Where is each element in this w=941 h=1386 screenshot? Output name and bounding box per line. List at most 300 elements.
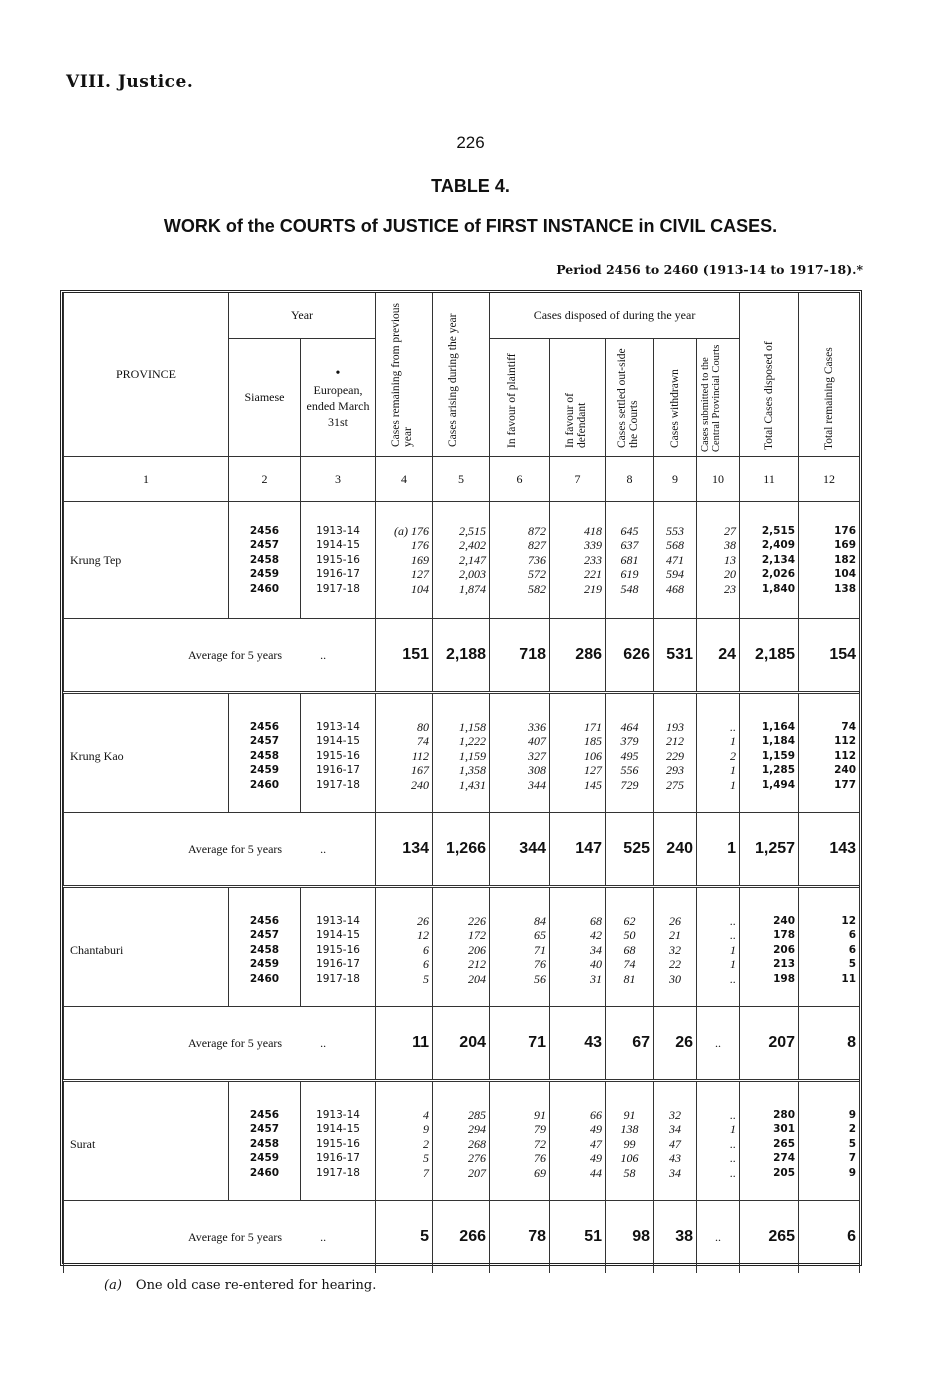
cell-total-disposed (740, 1088, 799, 1201)
value-siamese: 2459 (249, 764, 280, 777)
cell-siamese (229, 502, 301, 619)
value-arising: 172 (468, 928, 486, 943)
cell-settled (606, 894, 654, 1007)
value-settled: 138 (620, 1122, 639, 1137)
value-defendant: 44 (590, 1165, 602, 1180)
value-plaintiff: 71 (534, 942, 546, 957)
value-remaining-prev: 5 (423, 971, 429, 986)
cell-total-remaining (799, 894, 860, 1007)
value-european: 1914-15 (316, 735, 360, 748)
section-title: VIII. Justice. (66, 72, 194, 92)
value-european: 1917-18 (316, 1166, 360, 1179)
average-value: 51 (550, 1201, 606, 1274)
value-remaining-prev: 26 (417, 913, 429, 928)
value-plaintiff: 582 (528, 581, 546, 596)
value-siamese: 2458 (249, 749, 280, 762)
value-remaining-prev: 2 (423, 1136, 429, 1151)
value-settled: 379 (620, 734, 639, 749)
value-total-disposed: 2,134 (761, 553, 796, 566)
value-total-remaining: 11 (841, 972, 857, 985)
value-european: 1916-17 (316, 764, 360, 777)
value-settled: 681 (620, 552, 639, 567)
value-withdrawn: 594 (666, 567, 684, 582)
header-year: Year (229, 293, 376, 339)
value-remaining-prev: 112 (411, 748, 429, 763)
header-total-remaining: Total remaining Cases (799, 293, 860, 457)
value-defendant: 31 (590, 971, 602, 986)
value-siamese: 2456 (249, 914, 280, 927)
province-data-row (64, 894, 860, 1007)
value-european: 1913-14 (316, 1108, 360, 1121)
column-number-row: 1 2 3 4 5 6 7 8 9 10 11 12 (64, 457, 860, 502)
value-total-remaining: 2 (848, 1123, 857, 1136)
cell-plaintiff (490, 894, 550, 1007)
average-value: 525 (606, 813, 654, 887)
value-settled: 106 (620, 1151, 639, 1166)
value-siamese: 2459 (249, 1152, 280, 1165)
average-label: Average for 5 years .. (64, 813, 376, 887)
value-remaining-prev: (a) 176 (394, 523, 429, 538)
cell-total-disposed (740, 502, 799, 619)
value-plaintiff: 72 (534, 1136, 546, 1151)
value-submitted: 27 (724, 523, 737, 538)
value-remaining-prev: 4 (423, 1107, 429, 1122)
average-row (64, 619, 860, 693)
average-value: 266 (433, 1201, 490, 1274)
cell-total-disposed (740, 700, 799, 813)
value-total-remaining: 5 (848, 958, 857, 971)
footnote: (a) One old case re-entered for hearing. (104, 1278, 377, 1293)
value-total-remaining: 6 (848, 929, 857, 942)
value-european: 1914-15 (316, 929, 360, 942)
average-value: 11 (376, 1007, 433, 1081)
province-name: Krung Tep (64, 502, 229, 619)
value-settled: 68 (623, 942, 636, 957)
value-siamese: 2458 (249, 943, 280, 956)
value-total-disposed: 1,184 (761, 735, 796, 748)
value-settled: 619 (620, 567, 639, 582)
value-total-disposed: 1,494 (761, 778, 796, 791)
cell-remaining-prev (376, 700, 433, 813)
average-value: 151 (376, 619, 433, 693)
value-siamese: 2459 (249, 568, 280, 581)
value-plaintiff: 407 (528, 734, 546, 749)
value-european: 1916-17 (316, 1152, 360, 1165)
cell-submitted (697, 1088, 740, 1201)
value-total-disposed: 280 (773, 1108, 796, 1121)
average-value: 5 (376, 1201, 433, 1274)
value-plaintiff: 344 (528, 777, 546, 792)
average-value: 8 (799, 1007, 860, 1081)
header-province: PROVINCE (64, 293, 229, 457)
value-siamese: 2460 (249, 1166, 280, 1179)
value-arising: 2,402 (459, 538, 486, 553)
value-withdrawn: 229 (666, 748, 684, 763)
value-european: 1917-18 (316, 778, 360, 791)
value-defendant: 47 (590, 1136, 602, 1151)
value-remaining-prev: 74 (417, 734, 429, 749)
value-settled: 99 (623, 1136, 636, 1151)
value-european: 1915-16 (316, 553, 360, 566)
value-european: 1917-18 (316, 582, 360, 595)
value-siamese: 2460 (249, 582, 280, 595)
value-defendant: 339 (584, 538, 602, 553)
value-total-disposed: 205 (773, 1166, 796, 1179)
value-plaintiff: 65 (534, 928, 546, 943)
value-arising: 276 (468, 1151, 486, 1166)
value-defendant: 106 (584, 748, 602, 763)
value-remaining-prev: 6 (423, 942, 429, 957)
value-total-disposed: 274 (773, 1152, 796, 1165)
cell-withdrawn (654, 1088, 697, 1201)
value-siamese: 2456 (249, 720, 280, 733)
value-arising: 268 (468, 1136, 486, 1151)
average-value: 38 (654, 1201, 697, 1274)
province-separator (64, 1081, 860, 1089)
value-total-remaining: 182 (834, 553, 857, 566)
value-total-remaining: 5 (848, 1137, 857, 1150)
value-siamese: 2458 (249, 553, 280, 566)
average-value: 344 (490, 813, 550, 887)
period-subtitle: Period 2456 to 2460 (1913-14 to 1917-18).* (556, 262, 863, 277)
value-total-remaining: 12 (841, 914, 857, 927)
cell-arising (433, 502, 490, 619)
value-siamese: 2457 (249, 539, 280, 552)
value-settled: 62 (623, 913, 636, 928)
value-defendant: 145 (584, 777, 602, 792)
cell-arising (433, 894, 490, 1007)
value-defendant: 42 (590, 928, 602, 943)
average-value: 2,185 (740, 619, 799, 693)
value-plaintiff: 327 (528, 748, 546, 763)
value-total-remaining: 104 (834, 568, 857, 581)
value-plaintiff: 76 (534, 1151, 546, 1166)
value-submitted: .. (730, 1136, 737, 1151)
value-settled: 495 (620, 748, 639, 763)
average-value: .. (697, 1007, 740, 1081)
value-european: 1916-17 (316, 568, 360, 581)
value-plaintiff: 336 (528, 719, 546, 734)
value-withdrawn: 471 (666, 552, 684, 567)
value-remaining-prev: 104 (411, 581, 429, 596)
cell-siamese (229, 700, 301, 813)
value-defendant: 49 (590, 1122, 602, 1137)
value-total-disposed: 1,840 (761, 582, 796, 595)
value-settled: 81 (623, 971, 636, 986)
cell-withdrawn (654, 700, 697, 813)
average-row (64, 1201, 860, 1274)
value-withdrawn: 468 (666, 581, 684, 596)
value-total-disposed: 1,285 (761, 764, 796, 777)
value-european: 1914-15 (316, 1123, 360, 1136)
value-submitted: .. (730, 913, 737, 928)
value-submitted: 1 (730, 763, 737, 778)
cell-defendant (550, 700, 606, 813)
average-value: 531 (654, 619, 697, 693)
header-arising: Cases arising during the year (433, 293, 490, 457)
value-defendant: 219 (584, 581, 602, 596)
average-label: Average for 5 years .. (64, 619, 376, 693)
value-withdrawn: 43 (669, 1151, 681, 1166)
value-withdrawn: 553 (666, 523, 684, 538)
value-siamese: 2457 (249, 929, 280, 942)
value-european: 1916-17 (316, 958, 360, 971)
value-defendant: 185 (584, 734, 602, 749)
value-arising: 2,515 (459, 523, 486, 538)
value-arising: 1,222 (459, 734, 486, 749)
value-total-disposed: 2,026 (761, 568, 796, 581)
table-title: WORK of the COURTS of JUSTICE of FIRST INSTANCE in CIVIL CASES. (163, 216, 778, 236)
value-plaintiff: 308 (528, 763, 546, 778)
average-value: 67 (606, 1007, 654, 1081)
cell-settled (606, 1088, 654, 1201)
value-arising: 207 (468, 1165, 486, 1180)
value-settled: 556 (620, 763, 639, 778)
value-european: 1914-15 (316, 539, 360, 552)
average-value: 204 (433, 1007, 490, 1081)
value-plaintiff: 69 (534, 1165, 546, 1180)
value-settled: 637 (620, 538, 639, 553)
header-submitted: Cases submitted to the Central Provincial Courts (697, 339, 740, 457)
cell-plaintiff (490, 502, 550, 619)
value-settled: 50 (623, 928, 636, 943)
value-total-remaining: 9 (848, 1166, 857, 1179)
value-submitted: 13 (724, 552, 737, 567)
value-arising: 2,003 (459, 567, 486, 582)
value-settled: 548 (620, 581, 639, 596)
value-remaining-prev: 169 (411, 552, 429, 567)
cell-submitted (697, 894, 740, 1007)
cell-settled (606, 700, 654, 813)
value-remaining-prev: 12 (417, 928, 429, 943)
cell-withdrawn (654, 502, 697, 619)
province-data-row (64, 502, 860, 619)
value-total-disposed: 240 (773, 914, 796, 927)
value-withdrawn: 30 (669, 971, 681, 986)
average-label: Average for 5 years .. (64, 1201, 376, 1274)
value-withdrawn: 34 (669, 1122, 681, 1137)
value-arising: 285 (468, 1107, 486, 1122)
cell-total-remaining (799, 502, 860, 619)
value-total-remaining: 7 (848, 1152, 857, 1165)
value-remaining-prev: 240 (411, 777, 429, 792)
value-siamese: 2456 (249, 524, 280, 537)
average-value: 26 (654, 1007, 697, 1081)
average-value: 718 (490, 619, 550, 693)
value-total-disposed: 198 (773, 972, 796, 985)
value-remaining-prev: 9 (423, 1122, 429, 1137)
value-siamese: 2459 (249, 958, 280, 971)
value-siamese: 2456 (249, 1108, 280, 1121)
value-submitted: 1 (730, 957, 737, 972)
value-arising: 1,158 (459, 719, 486, 734)
value-withdrawn: 293 (666, 763, 684, 778)
civil-cases-table (63, 293, 860, 1273)
header-disposed-group: Cases disposed of during the year (490, 293, 740, 339)
value-defendant: 49 (590, 1151, 602, 1166)
value-withdrawn: 193 (666, 719, 684, 734)
cell-total-remaining (799, 700, 860, 813)
value-european: 1917-18 (316, 972, 360, 985)
value-settled: 464 (620, 719, 639, 734)
cell-siamese (229, 894, 301, 1007)
value-remaining-prev: 6 (423, 957, 429, 972)
header-european: • European, ended March 31st (301, 339, 376, 457)
value-withdrawn: 47 (669, 1136, 681, 1151)
value-total-disposed: 2,515 (761, 524, 796, 537)
province-separator (64, 887, 860, 895)
cell-european (301, 700, 376, 813)
cell-european (301, 894, 376, 1007)
value-arising: 294 (468, 1122, 486, 1137)
value-total-disposed: 178 (773, 929, 796, 942)
average-value: 626 (606, 619, 654, 693)
value-withdrawn: 32 (669, 1107, 681, 1122)
value-arising: 226 (468, 913, 486, 928)
value-total-remaining: 74 (841, 720, 857, 733)
province-data-row (64, 1088, 860, 1201)
value-defendant: 171 (584, 719, 602, 734)
province-name: Chantaburi (64, 894, 229, 1007)
value-siamese: 2457 (249, 1123, 280, 1136)
value-submitted: 2 (730, 748, 737, 763)
value-withdrawn: 32 (669, 942, 681, 957)
cell-defendant (550, 894, 606, 1007)
value-submitted: 20 (724, 567, 737, 582)
average-value: 78 (490, 1201, 550, 1274)
page-number: 226 (456, 133, 485, 152)
value-withdrawn: 26 (669, 913, 681, 928)
average-value: 240 (654, 813, 697, 887)
value-plaintiff: 76 (534, 957, 546, 972)
province-name: Surat (64, 1088, 229, 1201)
cell-total-disposed (740, 894, 799, 1007)
cell-submitted (697, 502, 740, 619)
average-value: 1,257 (740, 813, 799, 887)
value-settled: 645 (620, 523, 639, 538)
cell-arising (433, 700, 490, 813)
header-defendant: In favour of defendant (550, 339, 606, 457)
value-plaintiff: 572 (528, 567, 546, 582)
value-settled: 58 (623, 1165, 636, 1180)
value-total-remaining: 169 (834, 539, 857, 552)
value-total-remaining: 112 (834, 735, 857, 748)
value-remaining-prev: 80 (417, 719, 429, 734)
value-settled: 91 (623, 1107, 636, 1122)
value-submitted: .. (730, 719, 737, 734)
average-value: 286 (550, 619, 606, 693)
average-value: 1,266 (433, 813, 490, 887)
cell-withdrawn (654, 894, 697, 1007)
average-value: .. (697, 1201, 740, 1274)
value-remaining-prev: 167 (411, 763, 429, 778)
value-european: 1913-14 (316, 914, 360, 927)
header-settled: Cases settled out-side the Courts (606, 339, 654, 457)
value-total-disposed: 213 (773, 958, 796, 971)
value-withdrawn: 22 (669, 957, 681, 972)
value-arising: 1,874 (459, 581, 486, 596)
value-plaintiff: 827 (528, 538, 546, 553)
value-siamese: 2460 (249, 778, 280, 791)
value-total-remaining: 138 (834, 582, 857, 595)
cell-arising (433, 1088, 490, 1201)
value-submitted: .. (730, 1165, 737, 1180)
value-total-disposed: 301 (773, 1123, 796, 1136)
value-total-remaining: 112 (834, 749, 857, 762)
value-arising: 212 (468, 957, 486, 972)
cell-defendant (550, 502, 606, 619)
value-submitted: 1 (730, 942, 737, 957)
value-submitted: .. (730, 971, 737, 986)
value-european: 1915-16 (316, 943, 360, 956)
value-submitted: .. (730, 1151, 737, 1166)
value-submitted: 38 (724, 538, 737, 553)
cell-submitted (697, 700, 740, 813)
cell-remaining-prev (376, 502, 433, 619)
average-value: 154 (799, 619, 860, 693)
value-arising: 204 (468, 971, 486, 986)
value-total-disposed: 206 (773, 943, 796, 956)
cell-plaintiff (490, 1088, 550, 1201)
value-withdrawn: 568 (666, 538, 684, 553)
average-value: 43 (550, 1007, 606, 1081)
cell-european (301, 1088, 376, 1201)
value-settled: 729 (620, 777, 639, 792)
average-value: 1 (697, 813, 740, 887)
value-total-disposed: 265 (773, 1137, 796, 1150)
value-total-remaining: 177 (834, 778, 857, 791)
value-plaintiff: 79 (534, 1122, 546, 1137)
value-defendant: 34 (590, 942, 602, 957)
value-total-disposed: 1,164 (761, 720, 796, 733)
value-remaining-prev: 5 (423, 1151, 429, 1166)
value-defendant: 233 (584, 552, 602, 567)
value-arising: 2,147 (459, 552, 486, 567)
value-plaintiff: 872 (528, 523, 546, 538)
value-defendant: 68 (590, 913, 602, 928)
cell-european (301, 502, 376, 619)
average-value: 71 (490, 1007, 550, 1081)
value-siamese: 2458 (249, 1137, 280, 1150)
value-submitted: .. (730, 1107, 737, 1122)
cell-remaining-prev (376, 1088, 433, 1201)
average-label: Average for 5 years .. (64, 1007, 376, 1081)
value-defendant: 418 (584, 523, 602, 538)
average-value: 134 (376, 813, 433, 887)
cell-settled (606, 502, 654, 619)
average-value: 6 (799, 1201, 860, 1274)
value-european: 1913-14 (316, 524, 360, 537)
value-withdrawn: 21 (669, 928, 681, 943)
average-value: 143 (799, 813, 860, 887)
value-defendant: 127 (584, 763, 602, 778)
cell-total-remaining (799, 1088, 860, 1201)
cell-siamese (229, 1088, 301, 1201)
value-european: 1915-16 (316, 749, 360, 762)
value-total-remaining: 6 (848, 943, 857, 956)
average-value: 98 (606, 1201, 654, 1274)
value-plaintiff: 736 (528, 552, 546, 567)
header-remaining-prev: Cases remaining from previous year (376, 293, 433, 457)
value-total-remaining: 9 (848, 1108, 857, 1121)
value-remaining-prev: 7 (423, 1165, 429, 1180)
value-european: 1913-14 (316, 720, 360, 733)
average-value: 265 (740, 1201, 799, 1274)
value-submitted: 1 (730, 777, 737, 792)
cell-plaintiff (490, 700, 550, 813)
value-remaining-prev: 176 (411, 538, 429, 553)
value-total-remaining: 176 (834, 524, 857, 537)
